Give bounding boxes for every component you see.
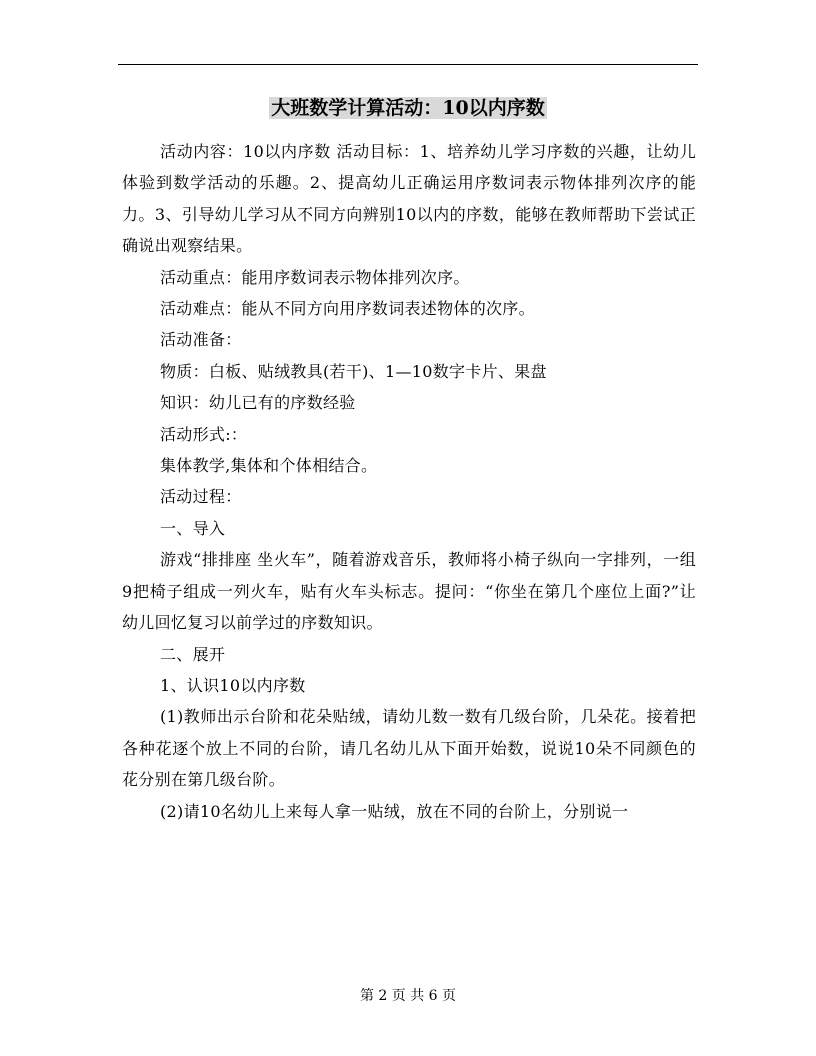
paragraph-materials: 物质：白板、贴绒教具(若干)、1—10数字卡片、果盘 bbox=[160, 361, 547, 381]
document-body bbox=[122, 136, 696, 827]
page-number-footer: 第 2 页 共 6 页 bbox=[359, 988, 457, 1004]
paragraph-form: 集体教学,集体和个体相结合。 bbox=[160, 456, 378, 476]
paragraph-difficulty: 活动难点：能从不同方向用序数词表述物体的次序。 bbox=[160, 299, 535, 319]
paragraph-preparation-heading: 活动准备： bbox=[160, 330, 242, 350]
paragraph-subsection-1: 1、认识10以内序数 bbox=[160, 675, 306, 695]
paragraph-key-point: 活动重点：能用序数词表示物体排列次序。 bbox=[160, 267, 470, 287]
paragraph-section-intro: 一、导入 bbox=[160, 518, 226, 538]
document-title bbox=[0, 94, 816, 122]
paragraph-knowledge: 知识：幼儿已有的序数经验 bbox=[160, 393, 356, 413]
paragraph-process-heading: 活动过程： bbox=[160, 487, 242, 507]
document-title-text: 大班数学计算活动：10以内序数 bbox=[271, 97, 545, 119]
paragraph-activity-content: 活动内容：10以内序数 活动目标：1、培养幼儿学习序数的兴趣，让幼儿体验到数学活动的乐趣。2、提高幼儿正确运用序数词表示物体排列次序的能力。3、引导幼儿学习从不同方向辨别10以内的序数，能够在教师帮助下尝试正确说出观察结果。 bbox=[122, 142, 696, 256]
paragraph-form-heading: 活动形式:： bbox=[160, 424, 248, 444]
paragraph-step-1: (1)教师出示台阶和花朵贴绒，请幼儿数一数有几级台阶，几朵花。接着把各种花逐个放上不同的台阶，请几名幼儿从下面开始数，说说10朵不同颜色的花分别在第几级台阶。 bbox=[122, 707, 696, 790]
paragraph-step-2: (2)请10名幼儿上来每人拿一贴绒，放在不同的台阶上，分别说一 bbox=[160, 801, 629, 821]
header-rule bbox=[118, 64, 698, 65]
paragraph-game: 游戏“排排座 坐火车”，随着游戏音乐，教师将小椅子纵向一字排列，一组9把椅子组成一列火车，贴有火车头标志。提问：“你坐在第几个座位上面?”让幼儿回忆复习以前学过的序数知识。 bbox=[122, 550, 696, 633]
paragraph-section-develop: 二、展开 bbox=[160, 644, 226, 664]
